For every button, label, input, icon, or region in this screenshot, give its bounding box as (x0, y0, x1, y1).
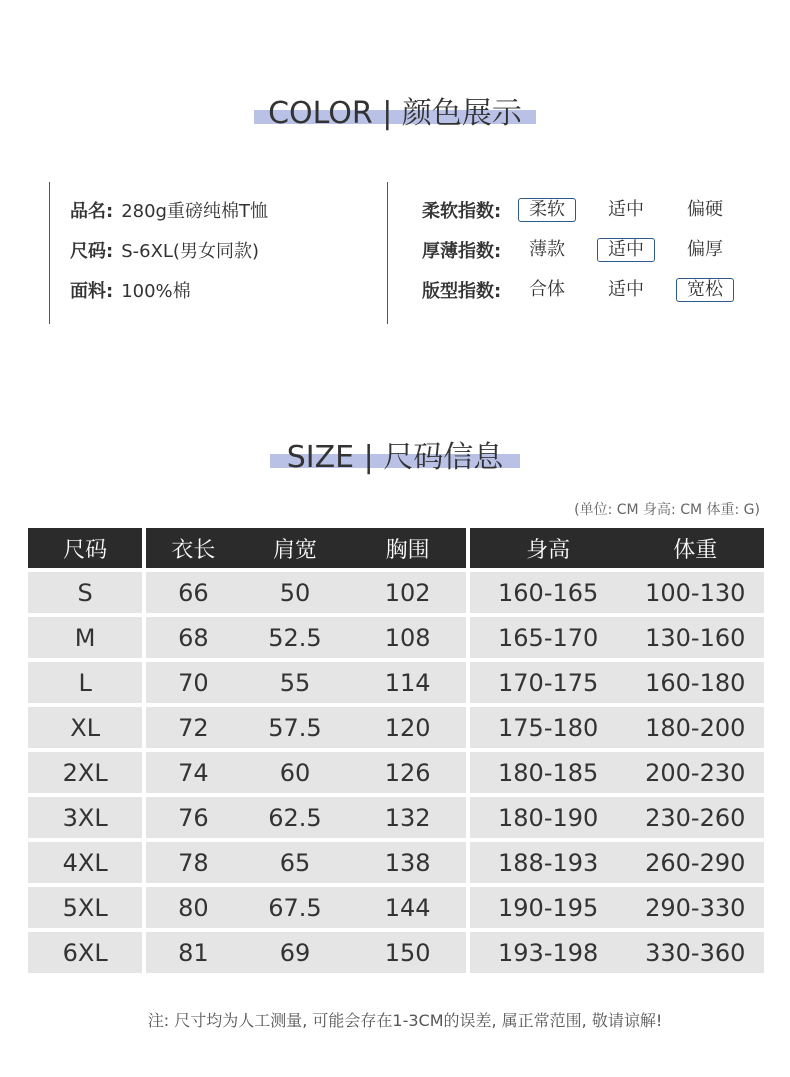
table-cell: 200-230 (626, 750, 764, 795)
table-cell: 69 (241, 930, 350, 973)
index-option: 偏硬 (687, 199, 723, 220)
info-label: 尺码: (70, 241, 114, 262)
table-cell: 114 (349, 660, 467, 705)
table-cell: 68 (144, 615, 240, 660)
table-cell: 57.5 (241, 705, 350, 750)
table-cell: 66 (144, 570, 240, 615)
index-option-selected: 柔软 (518, 198, 576, 222)
table-cell: 180-185 (468, 750, 627, 795)
index-label: 柔软指数: (422, 201, 502, 222)
index-row (422, 230, 755, 270)
table-cell: 100-130 (626, 570, 764, 615)
column-header: 身高 (468, 528, 627, 570)
table-cell: 120 (349, 705, 467, 750)
size-section-title (0, 432, 790, 476)
index-option: 适中 (608, 199, 644, 220)
table-cell: 180-190 (468, 795, 627, 840)
table-cell: XL (28, 705, 144, 750)
info-row-size (70, 230, 268, 270)
table-cell: 62.5 (241, 795, 350, 840)
table-cell: 65 (241, 840, 350, 885)
unit-note: (单位: CM 身高: CM 体重: G) (574, 502, 760, 518)
table-cell: 4XL (28, 840, 144, 885)
size-table (28, 528, 764, 973)
table-cell: 108 (349, 615, 467, 660)
table-cell: 60 (241, 750, 350, 795)
middle-divider (387, 182, 388, 324)
index-option: 薄款 (529, 239, 565, 260)
color-title-text: COLOR | 颜色展示 (268, 96, 522, 131)
table-cell: 144 (349, 885, 467, 930)
table-cell: 76 (144, 795, 240, 840)
column-header: 肩宽 (241, 528, 350, 570)
table-row (28, 705, 764, 750)
column-header: 尺码 (28, 528, 144, 570)
table-cell: 67.5 (241, 885, 350, 930)
table-cell: 138 (349, 840, 467, 885)
table-cell: 50 (241, 570, 350, 615)
column-header: 体重 (626, 528, 764, 570)
table-row (28, 660, 764, 705)
index-label: 厚薄指数: (422, 241, 502, 262)
index-row (422, 190, 755, 230)
footnote: 注: 尺寸均为人工测量, 可能会存在1-3CM的误差, 属正常范围, 敬请谅解! (147, 1011, 663, 1030)
info-value: 100%棉 (121, 281, 191, 302)
table-cell: 180-200 (626, 705, 764, 750)
table-cell: 230-260 (626, 795, 764, 840)
table-cell: 160-165 (468, 570, 627, 615)
info-value: S-6XL(男女同款) (121, 241, 259, 262)
info-row-name (70, 190, 268, 230)
product-info (70, 190, 268, 310)
index-option-selected: 适中 (597, 238, 655, 262)
color-section-title (0, 88, 790, 132)
table-cell: 170-175 (468, 660, 627, 705)
table-cell: 3XL (28, 795, 144, 840)
index-option: 适中 (608, 279, 644, 300)
table-row (28, 885, 764, 930)
size-title-text: SIZE | 尺码信息 (286, 440, 504, 475)
table-cell: 165-170 (468, 615, 627, 660)
table-row (28, 840, 764, 885)
table-cell: 290-330 (626, 885, 764, 930)
index-option-selected: 宽松 (676, 278, 734, 302)
table-cell: 72 (144, 705, 240, 750)
table-cell: 70 (144, 660, 240, 705)
left-divider (49, 182, 50, 324)
table-cell: 6XL (28, 930, 144, 973)
table-header-row (28, 528, 764, 570)
info-label: 品名: (70, 201, 114, 222)
table-row (28, 750, 764, 795)
table-cell: S (28, 570, 144, 615)
table-cell: 130-160 (626, 615, 764, 660)
index-option: 合体 (529, 279, 565, 300)
column-header: 胸围 (349, 528, 467, 570)
info-row-fabric (70, 270, 268, 310)
table-row (28, 615, 764, 660)
index-label: 版型指数: (422, 281, 502, 302)
info-value: 280g重磅纯棉T恤 (121, 201, 268, 222)
table-cell: 126 (349, 750, 467, 795)
table-cell: 150 (349, 930, 467, 973)
fabric-indices (422, 190, 755, 310)
table-cell: 175-180 (468, 705, 627, 750)
index-option: 偏厚 (687, 239, 723, 260)
table-cell: 260-290 (626, 840, 764, 885)
table-cell: 2XL (28, 750, 144, 795)
table-cell: 74 (144, 750, 240, 795)
table-cell: L (28, 660, 144, 705)
index-row (422, 270, 755, 310)
table-cell: 330-360 (626, 930, 764, 973)
column-header: 衣长 (144, 528, 240, 570)
table-cell: 5XL (28, 885, 144, 930)
table-cell: 52.5 (241, 615, 350, 660)
table-cell: 190-195 (468, 885, 627, 930)
table-row (28, 930, 764, 973)
table-cell: 193-198 (468, 930, 627, 973)
table-row (28, 795, 764, 840)
info-label: 面料: (70, 281, 114, 302)
table-cell: 132 (349, 795, 467, 840)
table-cell: 80 (144, 885, 240, 930)
table-cell: M (28, 615, 144, 660)
table-cell: 188-193 (468, 840, 627, 885)
table-cell: 81 (144, 930, 240, 973)
table-cell: 78 (144, 840, 240, 885)
table-cell: 160-180 (626, 660, 764, 705)
table-cell: 102 (349, 570, 467, 615)
table-cell: 55 (241, 660, 350, 705)
table-row (28, 570, 764, 615)
